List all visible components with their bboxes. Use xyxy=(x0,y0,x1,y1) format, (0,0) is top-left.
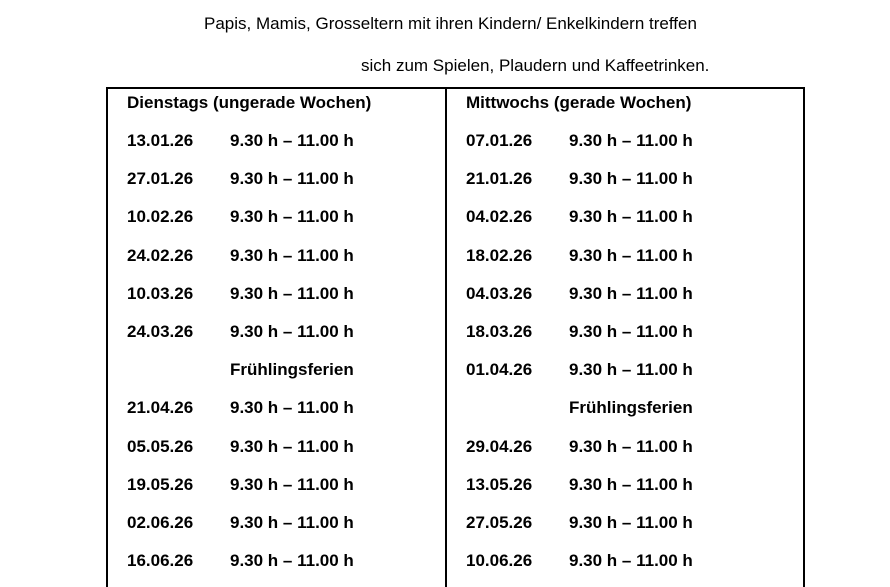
row-time: 9.30 h – 11.00 h xyxy=(569,360,693,379)
row-time: 9.30 h – 11.00 h xyxy=(230,131,354,150)
row-date: 27.05.26 xyxy=(466,513,533,532)
row-date: 13.01.26 xyxy=(127,131,194,150)
holiday-label: Frühlingsferien xyxy=(569,398,693,417)
row-date: 04.03.26 xyxy=(466,284,533,303)
row-time: 9.30 h – 11.00 h xyxy=(230,551,354,570)
row-date: 16.06.26 xyxy=(127,551,194,570)
row-date: 02.06.26 xyxy=(127,513,194,532)
row-date: 07.01.26 xyxy=(466,131,533,150)
row-date: 01.04.26 xyxy=(466,360,533,379)
row-time: 9.30 h – 11.00 h xyxy=(230,246,354,265)
row-date: 05.05.26 xyxy=(127,437,194,456)
row-time: 9.30 h – 11.00 h xyxy=(569,169,693,188)
row-time: 9.30 h – 11.00 h xyxy=(230,207,354,226)
row-time: 9.30 h – 11.00 h xyxy=(569,207,693,226)
row-date: 19.05.26 xyxy=(127,475,194,494)
row-time: 9.30 h – 11.00 h xyxy=(569,551,693,570)
tuesday-column-header: Dienstags (ungerade Wochen) xyxy=(127,93,372,112)
row-date: 10.02.26 xyxy=(127,207,194,226)
wednesday-column-header: Mittwochs (gerade Wochen) xyxy=(466,93,692,112)
holiday-label: Frühlingsferien xyxy=(230,360,354,379)
row-date: 18.02.26 xyxy=(466,246,533,265)
row-date: 21.04.26 xyxy=(127,398,194,417)
row-date: 27.01.26 xyxy=(127,169,194,188)
row-date: 24.02.26 xyxy=(127,246,194,265)
row-date: 10.06.26 xyxy=(466,551,533,570)
row-time: 9.30 h – 11.00 h xyxy=(569,246,693,265)
row-time: 9.30 h – 11.00 h xyxy=(230,513,354,532)
column-divider xyxy=(445,87,447,587)
row-time: 9.30 h – 11.00 h xyxy=(569,284,693,303)
row-time: 9.30 h – 11.00 h xyxy=(569,131,693,150)
row-time: 9.30 h – 11.00 h xyxy=(230,169,354,188)
row-date: 13.05.26 xyxy=(466,475,533,494)
row-time: 9.30 h – 11.00 h xyxy=(569,322,693,341)
row-date: 29.04.26 xyxy=(466,437,533,456)
row-time: 9.30 h – 11.00 h xyxy=(230,398,354,417)
intro-line-2: sich zum Spielen, Plaudern und Kaffeetrinken. xyxy=(361,56,710,75)
intro-line-1: Papis, Mamis, Grosseltern mit ihren Kindern/ Enkelkindern treffen xyxy=(204,14,697,33)
row-date: 21.01.26 xyxy=(466,169,533,188)
row-time: 9.30 h – 11.00 h xyxy=(230,475,354,494)
row-date: 18.03.26 xyxy=(466,322,533,341)
row-date: 10.03.26 xyxy=(127,284,194,303)
row-time: 9.30 h – 11.00 h xyxy=(569,475,693,494)
row-time: 9.30 h – 11.00 h xyxy=(230,437,354,456)
row-time: 9.30 h – 11.00 h xyxy=(569,513,693,532)
row-time: 9.30 h – 11.00 h xyxy=(569,437,693,456)
row-time: 9.30 h – 11.00 h xyxy=(230,284,354,303)
row-date: 24.03.26 xyxy=(127,322,194,341)
row-date: 04.02.26 xyxy=(466,207,533,226)
schedule-table xyxy=(106,87,805,587)
row-time: 9.30 h – 11.00 h xyxy=(230,322,354,341)
